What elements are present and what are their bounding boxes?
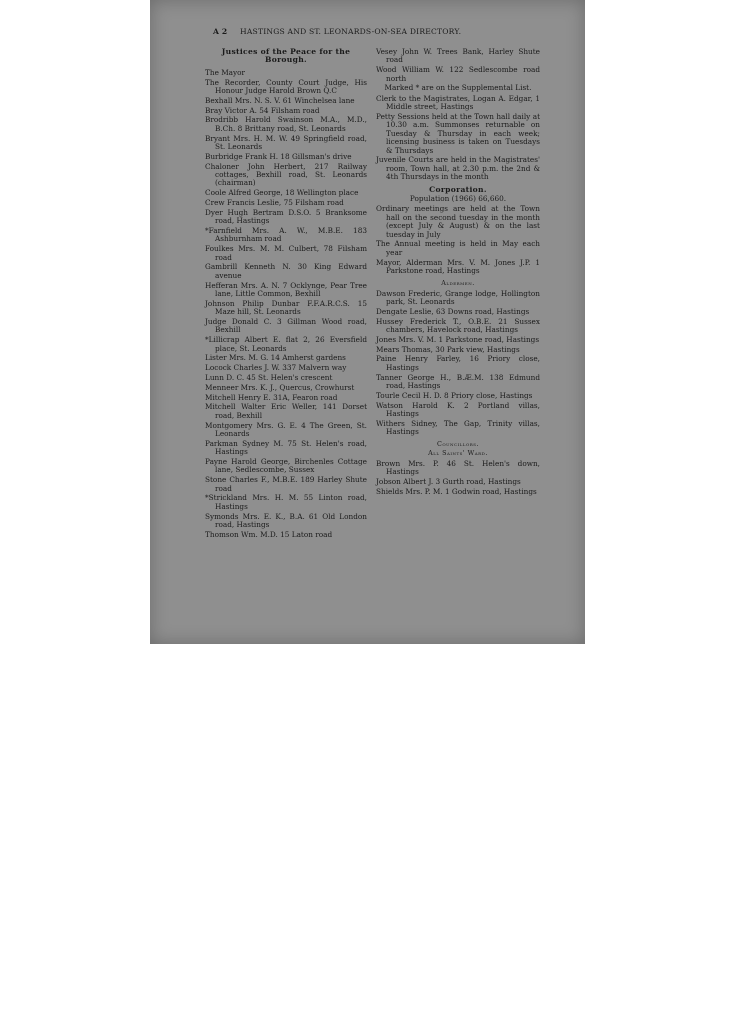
justice-entry: Johnson Philip Dunbar F.F.A.R.C.S. 15 Maze hill, St. Leonards — [205, 298, 367, 317]
justice-entry: Burbridge Frank H. 18 Gillsman's drive — [205, 151, 352, 161]
justice-entry: Crew Francis Leslie, 75 Filsham road — [205, 198, 344, 208]
councillors-heading: Councillors. — [436, 439, 480, 448]
justice-entry: Foulkes Mrs. M. M. Culbert, 78 Filsham road — [205, 244, 367, 262]
justice-entry: The Mayor — [205, 67, 246, 77]
supplemental-note: Marked * are on the Supplemental List. — [384, 83, 532, 93]
clerk-entry: Clerk to the Magistrates, Logan A. Edgar, 1 Middle street, Hastings — [376, 93, 540, 112]
directory-title: HASTINGS AND ST. LEONARDS-ON-SEA DIRECTORY. — [240, 27, 462, 36]
justice-entry: Lunn D. C. 45 St. Helen's crescent — [205, 373, 333, 383]
justice-entry: Coole Alfred George, 18 Wellington place — [205, 188, 359, 198]
justices-list — [205, 69, 367, 539]
alderman-entry: Tourle Cecil H. D. 8 Priory close, Hastings — [376, 390, 533, 400]
justice-entry: Bray Victor A. 54 Filsham road — [205, 105, 320, 115]
clerk-list — [376, 95, 540, 182]
justice-entry: Payne Harold George, Birchenles Cottage lane, Sedlescombe, Sussex — [205, 457, 367, 475]
page-number: A 2 — [213, 27, 228, 36]
corporation-entry: The Annual meeting is held in May each year — [376, 239, 540, 257]
justice-entry: *Lillicrap Albert E. flat 2, 26 Eversfield place, St. Leonards — [205, 335, 367, 353]
justice-entry: Wood William W. 122 Sedlescombe road north — [376, 65, 540, 83]
justice-entry: Judge Donald C. 3 Gillman Wood road, Bexhill — [205, 317, 367, 335]
councillor-entry: Shields Mrs. P. M. 1 Godwin road, Hastings — [376, 486, 537, 496]
justice-entry: Bexhall Mrs. N. S. V. 61 Winchelsea lane — [205, 95, 355, 105]
justice-entry: Mitchell Walter Eric Weller, 141 Dorset road, Bexhill — [205, 402, 367, 420]
alderman-entry: Mears Thomas, 30 Park view, Hastings — [376, 344, 520, 354]
justice-entry: Montgomery Mrs. G. E. 4 The Green, St. Leonards — [205, 420, 367, 439]
councillor-entry: Jobson Albert J. 3 Gurth road, Hastings — [376, 476, 521, 486]
justice-entry: Parkman Sydney M. 75 St. Helen's road, Hastings — [205, 438, 367, 457]
alderman-entry: Jones Mrs. V. M. 1 Parkstone road, Hastings — [376, 334, 540, 344]
aldermen-list — [376, 290, 540, 437]
justices-continued-list — [376, 48, 540, 83]
justice-entry: Thomson Wm. M.D. 15 Laton road — [205, 529, 333, 539]
justice-entry: Lister Mrs. M. G. 14 Amherst gardens — [205, 353, 346, 363]
alderman-entry: Tanner George H., B.Æ.M. 138 Edmund road, Hastings — [376, 372, 540, 390]
justice-entry: Stone Charles F., M.B.E. 189 Harley Shute road — [205, 475, 367, 493]
corporation-entry: Ordinary meetings are held at the Town hall on the second tuesday in the month (except July & August) & on the last tuesday in July — [376, 204, 540, 239]
justice-entry: Locock Charles J. W. 337 Malvern way — [205, 363, 347, 373]
justice-entry: *Farnfield Mrs. A. W., M.B.E. 183 Ashburnham road — [205, 226, 367, 244]
corporation-list — [376, 205, 540, 275]
alderman-entry: Dawson Frederic, Grange lodge, Hollington park, St. Leonards — [376, 288, 540, 306]
ward-heading: All Saints' Ward. — [428, 448, 488, 457]
justice-entry: The Recorder, County Court Judge, His Honour Judge Harold Brown Q.C — [205, 77, 367, 96]
population-line: Population (1966) 66,660. — [409, 194, 507, 204]
alderman-entry: Paine Henry Farley, 16 Priory close, Hastings — [376, 354, 540, 372]
justice-entry: Hefferan Mrs. A. N. 7 Ocklynge, Pear Tree lane, Little Common, Bexhill — [205, 280, 367, 299]
clerk-entry: Petty Sessions held at the Town hall daily at 10.30 a.m. Summonses returnable on Tuesday & Thursday in each week; licensing business is taken on Tuesdays & Thursdays — [376, 112, 540, 155]
justice-entry: *Strickland Mrs. H. M. 55 Linton road, Hastings — [205, 493, 367, 511]
alderman-entry: Withers Sidney, The Gap, Trinity villas, Hastings — [376, 418, 540, 437]
justice-entry: Menneer Mrs. K. J., Quercus, Crowhurst — [205, 382, 355, 392]
directory-page — [205, 28, 540, 628]
justice-entry: Dyer Hugh Bertram D.S.O. 5 Branksome road, Hastings — [205, 207, 367, 226]
corporation-heading: Corporation. — [429, 184, 487, 194]
alderman-entry: Hussey Frederick T., O.B.E. 21 Sussex chambers, Havelock road, Hastings — [376, 316, 540, 334]
alderman-entry: Dengate Leslie, 63 Downs road, Hastings — [376, 306, 530, 316]
left-column — [205, 48, 367, 541]
clerk-entry: Juvenile Courts are held in the Magistrates' room, Town hall, at 2.30 p.m. the 2nd & 4th Thursdays in the month — [376, 155, 540, 182]
justices-heading: Justices of the Peace for the Borough. — [221, 47, 351, 65]
justice-entry: Gambrill Kenneth N. 30 King Edward avenue — [205, 262, 367, 280]
corporation-entry: Mayor, Alderman Mrs. V. M. Jones J.P. 1 Parkstone road, Hastings — [376, 257, 540, 276]
councillors-list — [376, 460, 540, 496]
aldermen-heading: Aldermen. — [441, 278, 475, 287]
alderman-entry: Watson Harold K. 2 Portland villas, Hastings — [376, 400, 540, 418]
justice-entry: Chaloner John Herbert, 217 Railway cottages, Bexhill road, St. Leonards (chairman) — [205, 161, 367, 188]
councillor-entry: Brown Mrs. P. 46 St. Helen's down, Hastings — [376, 458, 540, 476]
page-header — [205, 28, 540, 40]
justice-entry: Brodribb Harold Swainson M.A., M.D., B.Ch. 8 Brittany road, St. Leonards — [205, 115, 367, 133]
justice-entry: Vesey John W. Trees Bank, Harley Shute road — [376, 47, 540, 65]
justice-entry: Symonds Mrs. E. K., B.A. 61 Old London road, Hastings — [205, 511, 367, 530]
right-column — [376, 48, 540, 497]
justice-entry: Bryant Mrs. H. M. W. 49 Springfield road, St. Leonards — [205, 133, 367, 152]
justice-entry: Mitchell Henry E. 31A, Fearon road — [205, 392, 338, 402]
